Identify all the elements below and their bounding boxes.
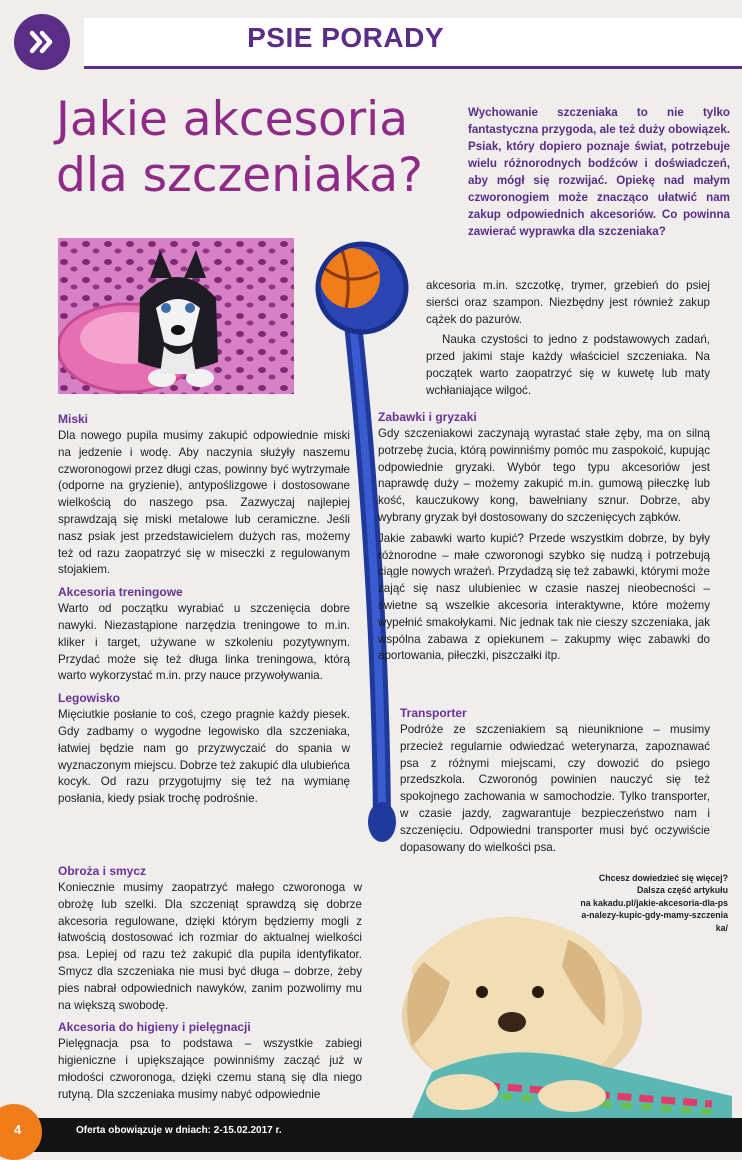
- section-text: Mięciutkie posłanie to coś, czego pragnie każdy piesek. Gdy zadbamy o wygodne legowisko dla szczeniaka, łatwiej będzie nam go przyzwyczaić do spania w wyznaczonym miejscu. Dobrze też zakupić dla ulubieńca kocyk. Od razu przygotujmy się też na wymianę posłania, kiedy psiak trochę podrośnie.: [58, 708, 350, 806]
- article-title-line-1: Jakie akcesoria: [56, 92, 408, 147]
- husky-puppy-photo: [58, 238, 294, 394]
- paragraph: Jakie zabawki warto kupić? Przede wszystkim dobrze, by były różnorodne – małe czworonogi szybko się nudzą i potrzebują ciągle nowych wrażeń. Przydadzą się też zabawki, którymi może zająć się nasz ulubieniec w czasie naszej nieobecności – świetne są wszelkie akcesoria interaktywne, które możemy wypełnić smakołykami. Nic jednak tak nie cieszy szczeniaka, jak wspólna zabawa z opiekunem – zakupmy więc zabawki do aportowania, piłeczki, piszczałki itp.: [378, 531, 710, 663]
- section-obroza-i-smycz: [58, 864, 362, 1014]
- section-text: Pielęgnacja psa to podstawa – wszystkie zabiegi higieniczne i upiększające powinniśmy zacząć już w młodości czworonoga, dzięki czemu staną się dla niego rutyną. Dla szczeniaka musimy nabyć odpowiednie: [58, 1037, 362, 1101]
- labrador-puppy-photo: [372, 896, 742, 1118]
- article-title-line-2: dla szczeniaka?: [56, 148, 424, 203]
- page-header: [0, 0, 742, 72]
- section-heading: Zabawki i gryzaki: [378, 410, 477, 424]
- offer-dates: 2-15.02.2017 r.: [213, 1125, 282, 1136]
- section-heading: Akcesoria treningowe: [58, 585, 183, 600]
- double-chevron-right-icon: [25, 25, 59, 59]
- paragraph: Gdy szczeniakowi zaczynają wyrastać stałe zęby, ma on silną potrzebę żucia, którą powinniśmy pomóc mu zaspokoić, kupując odpowiednie gryzaki. Wybór tego typu akcesoriów jest naprawdę duży – możemy zakupić m.in. gumową piłeczkę lub kość, kauczukowy kong, bawełniany sznur. Dobrze, aby wybrany gryzak był dostosowany do szczenięcych ząbków.: [378, 427, 710, 524]
- right-column: [378, 404, 710, 665]
- section-miski: [58, 412, 350, 579]
- section-higiena: [58, 1020, 362, 1103]
- section-heading: Obroża i smycz: [58, 864, 147, 878]
- section-heading: Transporter: [400, 706, 467, 720]
- article-link[interactable]: kakadu.pl/jakie-akcesoria-dla-psa-nalezy-kupic-gdy-mamy-szczeniaka/: [581, 897, 728, 933]
- section-badge: [14, 14, 70, 70]
- section-heading: Miski: [58, 412, 89, 426]
- paragraph: Nauka czystości to jedno z podstawowych zadań, przed jakimi staje każdy właściciel szczeniaka. Na początek warto zaopatrzyć się w kuwetę lub maty wchłaniające wilgoć.: [426, 333, 710, 397]
- more-info-line-2: Dalsza część artykułu: [637, 885, 728, 896]
- paragraph: akcesoria m.in. szczotkę, trymer, grzebień do psiej sierści oraz szampon. Niezbędny jest również zakup cążek do pazurów.: [426, 279, 710, 326]
- section-title: PSIE PORADY: [247, 22, 444, 53]
- more-info-prefix: na: [580, 897, 594, 908]
- section-transporter: [400, 700, 710, 856]
- offer-validity: [76, 1125, 282, 1136]
- section-text: Dla nowego pupila musimy zakupić odpowiednie miski na jedzenie i wodę. Aby naczynia służyły naszemu czworonogowi przez długi czas, powinny być wytrzymałe (odporne na gryzienie), antypoślizgowe i dostosowane wielkością do naszego psa. Zazwyczaj najlepiej sprawdzają się miski metalowe lub ceramiczne. Jeśli nasz psiak jest przedstawicielem dużych ras, możemy też od razu zaopatrzyć się w miseczki z regulowanym stojakiem.: [58, 429, 350, 577]
- left-column-bottom: [58, 858, 362, 1104]
- offer-prefix: Oferta obowiązuje w dniach:: [76, 1125, 214, 1136]
- section-heading: Legowisko: [58, 691, 121, 706]
- section-akcesoria-treningowe: [58, 585, 350, 685]
- page-number: 4: [14, 1122, 22, 1137]
- section-heading: Akcesoria do higieny i pielęgnacji: [58, 1020, 251, 1035]
- section-legowisko: [58, 691, 350, 808]
- article-title: [56, 92, 476, 204]
- section-text: Podróże ze szczeniakiem są nieuniknione – musimy przecież regularnie odwiedzać weterynarza, zapoznawać psa z różnymi miejscami, czy dowozić do psiego przedszkola. Czworonóg powinien nauczyć się też spokojnego zachowania w samochodzie. Tylko transporter, w czasie jazdy, zagwarantuje bezpieczeństwo nam i szczenięciu. Odpowiedni transporter musi być oczywiście dopasowany do wielkości psa.: [400, 723, 710, 854]
- more-info-line-1: Chcesz dowiedzieć się więcej?: [598, 873, 728, 883]
- article-intro: Wychowanie szczeniaka to nie tylko fantastyczna przygoda, ale też duży obowiązek. Psiak, który dopiero poznaje świat, potrzebuje wielu różnorodnych bodźców i doświadczeń, aby mógł się rozwijać. Opiekę nad małym czworonogiem może znacząco ułatwić nam zakup odpowiednich akcesoriów. Co powinna zawierać wyprawka dla szczeniaka?: [468, 106, 730, 238]
- right-column-top: [426, 278, 710, 400]
- section-text: Warto od początku wyrabiać u szczenięcia dobre nawyki. Niezastąpione narzędzia treningowe to m.in. kliker i target, używane w szkoleniu pozytywnym. Przydać może się też długa linka treningowa, którą warto wykorzystać m.in. przy nauce przywoływania.: [58, 602, 350, 683]
- section-text: Koniecznie musimy zaopatrzyć małego czworonoga w obrożę lub szelki. Dla szczeniąt sprawdzą się dobrze akcesoria regulowane, dzięki którym będziemy mogli z łatwością dostosować ich rozmiar do aktualnej wielkości psa. Lepiej od razu też zakupić dla pupila identyfikator. Smycz dla szczeniaka nie musi być długa – dobrze, żeby pies nabrał odpowiednich nawyków, zanim pozwolimy mu na większą swobodę.: [58, 881, 362, 1012]
- left-column: [58, 406, 350, 808]
